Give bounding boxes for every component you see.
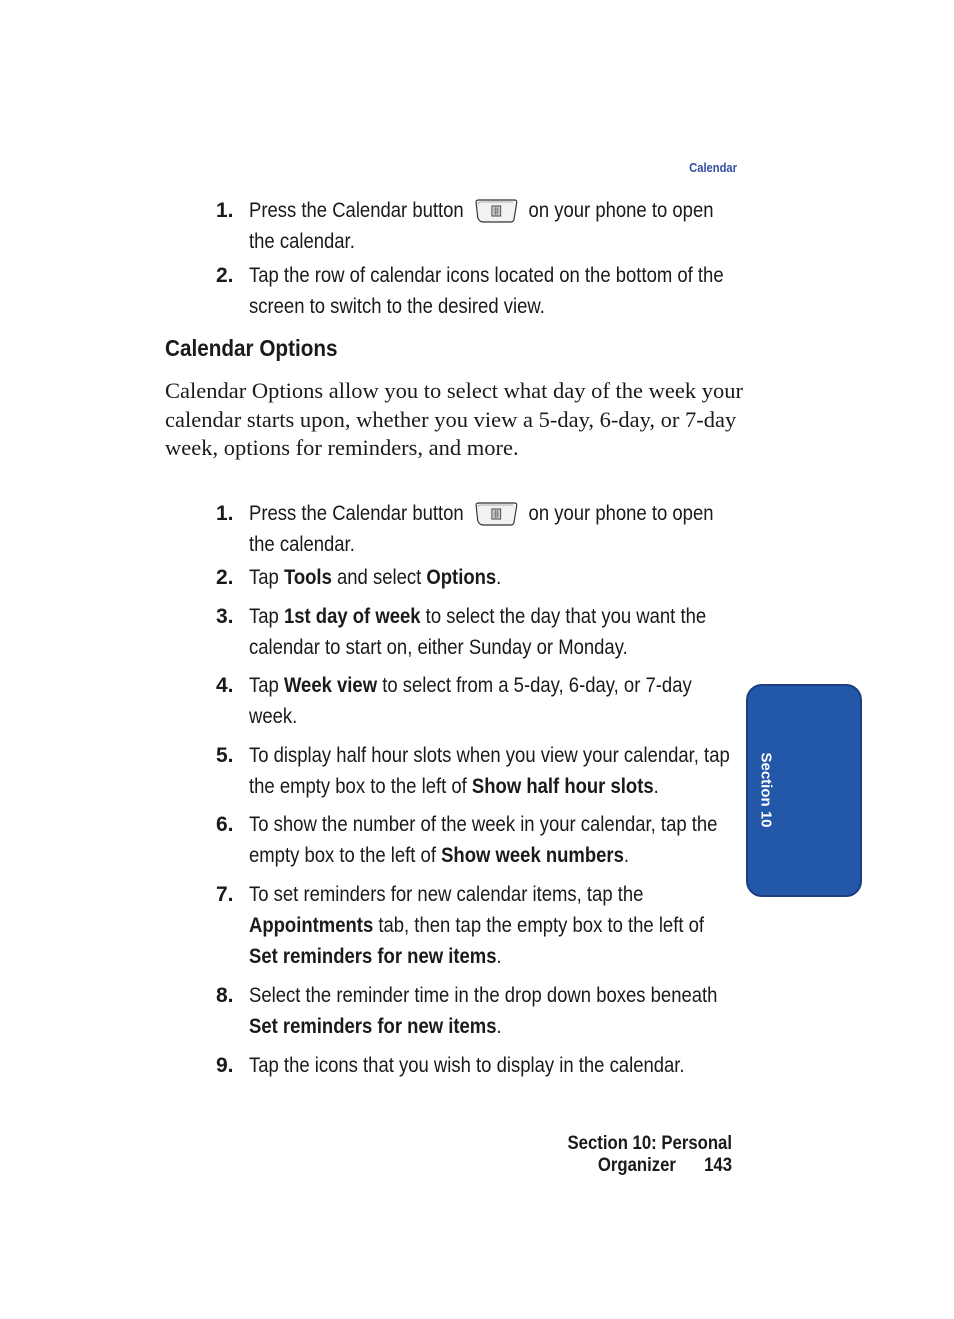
section-heading: Calendar Options — [165, 335, 338, 361]
step-number: 2. — [216, 264, 234, 287]
step-number: 6. — [216, 813, 234, 836]
page-number: 143 — [704, 1155, 732, 1176]
step-number: 1. — [216, 502, 234, 525]
calendar-button-icon — [474, 199, 518, 223]
step-8: 8. Select the reminder time in the drop down boxes beneath Set reminders for new items. — [216, 980, 736, 1042]
step-number: 9. — [216, 1054, 234, 1077]
step-number: 1. — [216, 199, 234, 222]
step-text: Tap the row of calendar icons located on the bottom of the screen to switch to the desired view. — [249, 264, 724, 318]
step-number: 5. — [216, 744, 234, 767]
step-number: 2. — [216, 566, 234, 589]
section-intro: Calendar Options allow you to select what day of the week your calendar starts upon, whether you view a 5-day, 6-day, or 7-day week, options for reminders, and more. — [165, 378, 743, 460]
step-3: 3. Tap 1st day of week to select the day that you want the calendar to start on, either Sunday or Monday. — [216, 601, 736, 663]
step-number: 3. — [216, 605, 234, 628]
step-1-top: 1. Press the Calendar button on your phone to open the calendar. — [216, 195, 736, 257]
step-9: 9. Tap the icons that you wish to display in the calendar. — [216, 1050, 736, 1081]
step-5: 5. To display half hour slots when you view your calendar, tap the empty box to the left of Show half hour slots. — [216, 740, 736, 802]
calendar-button-icon — [474, 502, 518, 526]
step-2-top — [216, 260, 736, 322]
section-tab-label: Section 10 — [757, 752, 775, 828]
step-6: 6. To show the number of the week in your calendar, tap the empty box to the left of Show week numbers. — [216, 809, 736, 871]
step-7: 7. To set reminders for new calendar items, tap the Appointments tab, then tap the empty box to the left of Set reminders for new items. — [216, 879, 736, 972]
step-2: 2. Tap Tools and select Options. — [216, 562, 736, 593]
running-header: Calendar — [689, 160, 737, 175]
step-number: 7. — [216, 883, 234, 906]
step-number: 8. — [216, 984, 234, 1007]
step-4: 4. Tap Week view to select from a 5-day, 6-day, or 7-day week. — [216, 670, 736, 732]
step-number: 4. — [216, 674, 234, 697]
page-footer — [440, 1133, 732, 1177]
footer-section-title: Section 10: Personal Organizer — [567, 1133, 732, 1176]
step-1: 1. Press the Calendar button on your phone to open the calendar. — [216, 498, 736, 560]
